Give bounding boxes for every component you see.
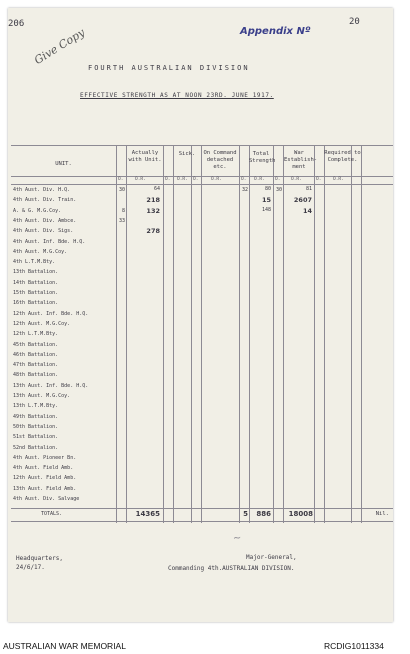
unit-name: 49th Battalion. [13,413,59,420]
unit-name: 16th Battalion. [13,300,59,307]
signature-handwriting: ~ [232,532,242,545]
war-other-ranks: 14 [302,206,312,215]
col-command-header: On Command detached etc. [203,150,237,170]
pencil-note: Give Copy [32,25,88,68]
unit-name: 13th Aust. M.G.Coy. [13,393,71,399]
unit-name: 12th Aust. Field Amb. [13,475,77,482]
footer-catalogue-id: RCDIG1011334 [324,641,384,651]
actual-other-ranks: 64 [153,186,160,192]
unit-name: 4th Aust. Field Amb. [13,465,74,472]
actual-officers: 8 [121,207,125,214]
unit-name: 4th Aust. Inf. Bde. H.Q. [13,238,86,245]
unit-name: 13th Aust. Inf. Bde. H.Q. [13,382,89,389]
folio-right: 20 [349,17,360,27]
footer-credit: AUSTRALIAN WAR MEMORIAL [3,641,126,651]
folio-left: 206 [8,19,25,29]
col-unit-header: UNIT. [55,161,72,167]
col-total-header: Total Strength [249,151,276,164]
division-heading: FOURTH AUSTRALIAN DIVISION [88,64,250,72]
unit-name: 47th Battalion. [13,362,59,369]
actual-other-ranks: 132 [146,206,160,215]
actual-other-ranks: 218 [146,196,160,205]
unit-name: 12th Aust. M.G.Coy. [13,320,71,327]
col-actual-header: Actually with Unit. [128,150,162,163]
col-required-header: Required to Complete. [324,150,361,163]
unit-name: 45th Battalion. [13,341,59,348]
unit-name: 14th Battalion. [13,279,59,286]
unit-name: 13th L.T.M.Bty. [13,403,59,410]
unit-name: 4th Aust. Div. Train. [13,197,77,204]
document-page [8,8,393,622]
unit-name: 12th L.T.M.Bty. [13,331,59,338]
unit-name: 50th Battalion. [13,423,59,430]
strength-table: UNIT. Actually with Unit. Sick. On Command detached etc. Total Strength War Establish- ment Required to Complete. O. O.R. O. O.R. O. O.R. O. O.R. O. O.R. O. O.R. 4th Aust. Div. H.Q. 30 64 32 80 30 81 4th Aust. Div. Train. 218 15 2607 A. & G. M.G.Coy. 8 132 148 14 4th Aust. Div. Ambce. 33 4th Aust. Div. Sigs. 278 4th Aust. Inf. Bde. H.Q. 4th Aust. M.G.Coy. 4th L.T.M.Bty. 13th Battalion. 14th Battalion. 15th Battalion. 16th Battalion. 12th Aust. Inf. Bde. H.Q. 12th Aust. M.G.Coy. 12th L.T.M.Bty. 45th Battalion. 46th Battalion. 47th Battalion. 48th Battalion. 13th Aust. Inf. Bde. H.Q. 13th Aust. M.G.Coy. 13th L.T.M.Bty. 49th Battalion. 50th Battalion. 51st Battalion. 52nd Battalion. 4th Aust. Pioneer Bn. 4th Aust. Field Amb. 12th Aust. Field Amb. 13th Aust. Field Amb. 4th Aust. Div. Salvage TOTALS. 14365 5 886 18008 Nil. [11,145,393,523]
totals-total-or: 886 [256,510,271,518]
unit-name: 15th Battalion. [13,290,59,296]
unit-name: 4th Aust. Div. Ambce. [13,217,77,224]
signature-rank: Major-General, [246,554,297,561]
totals-label: TOTALS. [41,511,63,517]
totals-war: 18008 [288,510,313,518]
unit-name: 13th Aust. Field Amb. [13,485,77,492]
unit-name: 4th Aust. M.G.Coy. [13,248,68,255]
appendix-stamp: Appendix Nº [240,26,311,37]
unit-name: 4th L.T.M.Bty. [13,259,56,266]
signature-place-date: Headquarters, 24/6/17. [16,555,63,571]
unit-name: 46th Battalion. [13,351,59,358]
unit-name: 4th Aust. Pioneer Bn. [13,454,77,461]
signature-line: Commanding 4th.AUSTRALIAN DIVISION. [168,565,295,572]
unit-name: 4th Aust. Div. Sigs. [13,228,74,235]
unit-name: 12th Aust. Inf. Bde. H.Q. [13,310,89,317]
total-other-ranks: 148 [261,206,271,213]
actual-officers: 30 [118,187,125,193]
unit-name: 4th Aust. Div. Salvage [13,496,80,502]
actual-other-ranks: 278 [146,227,160,236]
col-sick-header: Sick. [178,151,196,157]
totals-actual: 14365 [135,510,160,518]
col-war-header: War Establish- ment [284,150,318,170]
unit-name: 51st Battalion. [13,434,59,441]
document-title: EFFECTIVE STRENGTH AS AT NOON 23RD. JUNE 1917. [80,92,274,99]
total-officers: 32 [241,187,248,193]
unit-name: 13th Battalion. [13,269,59,276]
actual-officers: 33 [118,217,125,224]
unit-name: 4th Aust. Div. H.Q. [13,187,71,193]
totals-required: Nil. [375,511,389,517]
totals-total-o: 5 [243,510,248,518]
unit-name: A. & G. M.G.Coy. [13,207,62,214]
total-other-ranks: 80 [264,186,271,192]
total-other-ranks: 15 [261,196,271,205]
war-other-ranks: 2607 [293,196,312,205]
war-officers: 30 [275,187,282,193]
unit-name: 52nd Battalion. [13,444,59,451]
unit-name: 48th Battalion. [13,372,59,379]
war-other-ranks: 81 [305,186,312,192]
